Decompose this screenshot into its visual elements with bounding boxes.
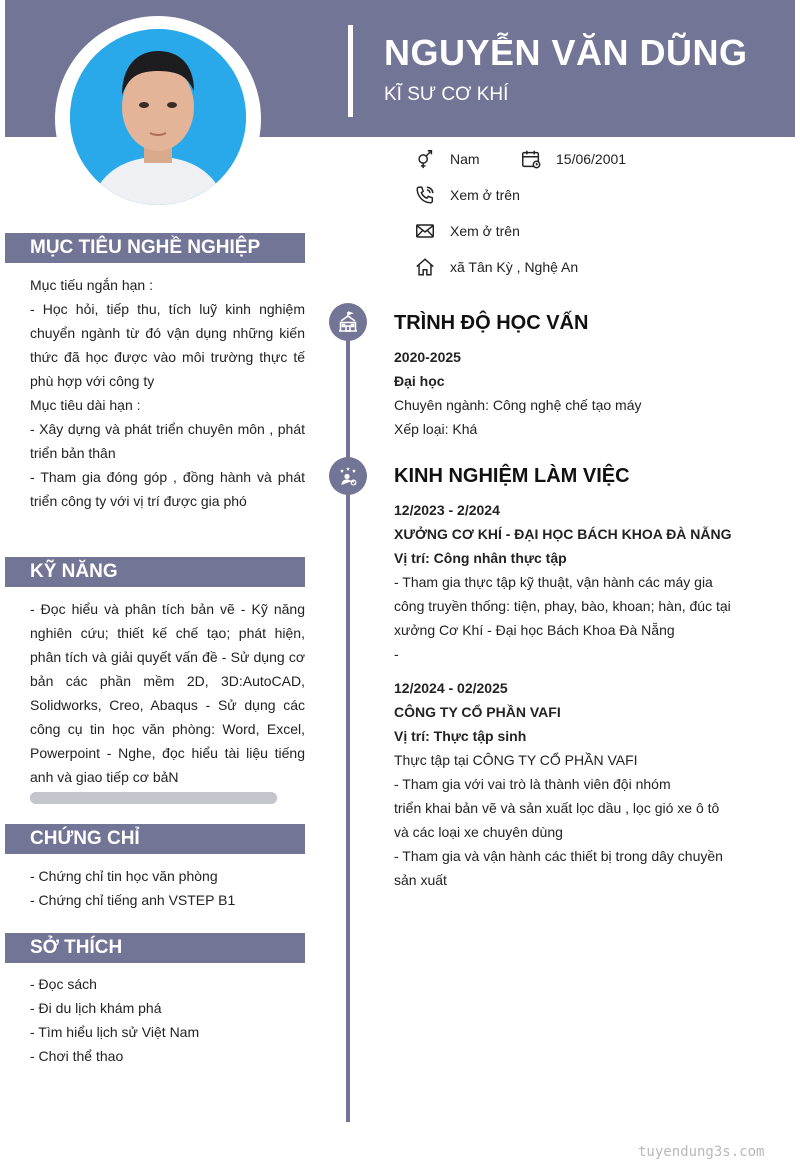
job-line: - Tham gia với vai trò là thành viên đội nhóm xyxy=(394,776,671,792)
job-line: - Tham gia thực tập kỹ thuật, vận hành các máy gia công truyền thống: tiện, phay, bào, khoan; hàn, đúc tại xưởng Cơ Khí - Đại học Bách Khoa Đà Nẵng xyxy=(394,574,731,638)
job-position: Vị trí: Thực tập sinh xyxy=(394,728,527,744)
calendar-icon xyxy=(518,146,544,172)
objective-line: - Xây dựng và phát triển chuyên môn , phát triển bản thân xyxy=(30,421,305,461)
email-value: Xem ở trên xyxy=(450,223,520,239)
skills-body xyxy=(30,597,305,789)
list-item: - Chứng chỉ tin học văn phòng xyxy=(30,868,218,884)
education-major: Chuyên ngành: Công nghệ chế tạo máy xyxy=(394,397,642,413)
job-company: XƯỞNG CƠ KHÍ - ĐẠI HỌC BÁCH KHOA ĐÀ NẴNG xyxy=(394,526,732,542)
skill-progress-bar xyxy=(30,792,277,804)
job-period: 12/2024 - 02/2025 xyxy=(394,680,508,696)
objective-line: Mục tiếu ngắn hạn : xyxy=(30,277,153,293)
experience-heading: KINH NGHIỆM LÀM VIỆC xyxy=(394,465,630,487)
candidate-job-title: KĨ SƯ CƠ KHÍ xyxy=(384,84,509,105)
job-line: - Tham gia và vận hành các thiết bị trong dây chuyền sản xuất xyxy=(394,848,723,888)
experience-icon xyxy=(329,457,367,495)
objective-line: - Học hỏi, tiếp thu, tích luỹ kinh nghiệm chuyển ngành từ đó vận dụng những kiến thức đã học được vào môi trường thực tế phù hợp với công ty xyxy=(30,301,305,389)
gender-value: Nam xyxy=(450,151,480,167)
job-position: Vị trí: Công nhân thực tập xyxy=(394,550,567,566)
mail-icon xyxy=(412,218,438,244)
education-period: 2020-2025 xyxy=(394,349,461,365)
list-item: - Đi du lịch khám phá xyxy=(30,1000,162,1016)
education-heading: TRÌNH ĐỘ HỌC VẤN xyxy=(394,312,589,334)
objective-body xyxy=(30,273,305,513)
objective-heading: MỤC TIÊU NGHỀ NGHIỆP xyxy=(5,233,305,263)
job-line: Thực tập tại CÔNG TY CỔ PHẦN VAFI xyxy=(394,752,638,768)
avatar xyxy=(70,29,246,205)
experience-job-2 xyxy=(394,676,734,892)
gender-icon xyxy=(412,146,438,172)
address-value: xã Tân Kỳ , Nghệ An xyxy=(450,259,579,275)
list-item: - Tìm hiểu lịch sử Việt Nam xyxy=(30,1024,200,1040)
header-divider xyxy=(348,25,353,117)
phone-value: Xem ở trên xyxy=(450,187,520,203)
timeline-line xyxy=(346,320,350,1122)
list-item: - Chứng chỉ tiếng anh VSTEP B1 xyxy=(30,892,236,908)
objective-line: - Tham gia đóng góp , đồng hành và phát triển công ty với vị trí được gia phó xyxy=(30,469,305,509)
certificates-heading: CHỨNG CHỈ xyxy=(5,824,305,854)
contact-birthday xyxy=(518,146,626,172)
watermark: tuyendung3s.com xyxy=(638,1144,765,1160)
list-item: - Đọc sách xyxy=(30,976,97,992)
contact-address xyxy=(412,254,578,280)
education-grade: Xếp loại: Khá xyxy=(394,421,478,437)
home-icon xyxy=(412,254,438,280)
skills-text: - Đọc hiểu và phân tích bản vẽ - Kỹ năng nghiên cứu; thiết kế chế tạo; phát hiện, phân tích và giải quyết vấn đề - Sử dụng cơ bản các phần mềm 2D, 3D:AutoCAD, Solidworks, Creo, Abaqus - Sử dụng các công cụ tin học văn phòng: Word, Excel, Powerpoint - Nghe, đọc hiểu tài liệu tiếng anh và giao tiếp cơ bảN xyxy=(30,601,305,785)
job-company: CÔNG TY CỔ PHẦN VAFI xyxy=(394,704,561,720)
skill-progress-fill xyxy=(30,792,277,804)
contact-phone xyxy=(412,182,520,208)
birthday-value: 15/06/2001 xyxy=(556,151,627,167)
list-item: - Chơi thể thao xyxy=(30,1048,124,1064)
experience-job-1 xyxy=(394,498,734,666)
contact-email xyxy=(412,218,520,244)
certificates-list xyxy=(30,864,305,912)
education-body xyxy=(394,345,734,441)
hobbies-heading: SỞ THÍCH xyxy=(5,933,305,963)
school-icon xyxy=(329,303,367,341)
job-line: - xyxy=(394,646,399,662)
candidate-name: NGUYỄN VĂN DŨNG xyxy=(384,32,748,73)
phone-icon xyxy=(412,182,438,208)
job-line: triển khai bản vẽ và sản xuất lọc dầu , lọc gió xe ô tô và các loại xe chuyên dùng xyxy=(394,800,720,840)
contact-gender xyxy=(412,146,480,172)
education-degree: Đại học xyxy=(394,373,445,389)
job-period: 12/2023 - 2/2024 xyxy=(394,502,500,518)
skills-heading: KỸ NĂNG xyxy=(5,557,305,587)
hobbies-list xyxy=(30,972,305,1068)
objective-line: Mục tiêu dài hạn : xyxy=(30,397,141,413)
